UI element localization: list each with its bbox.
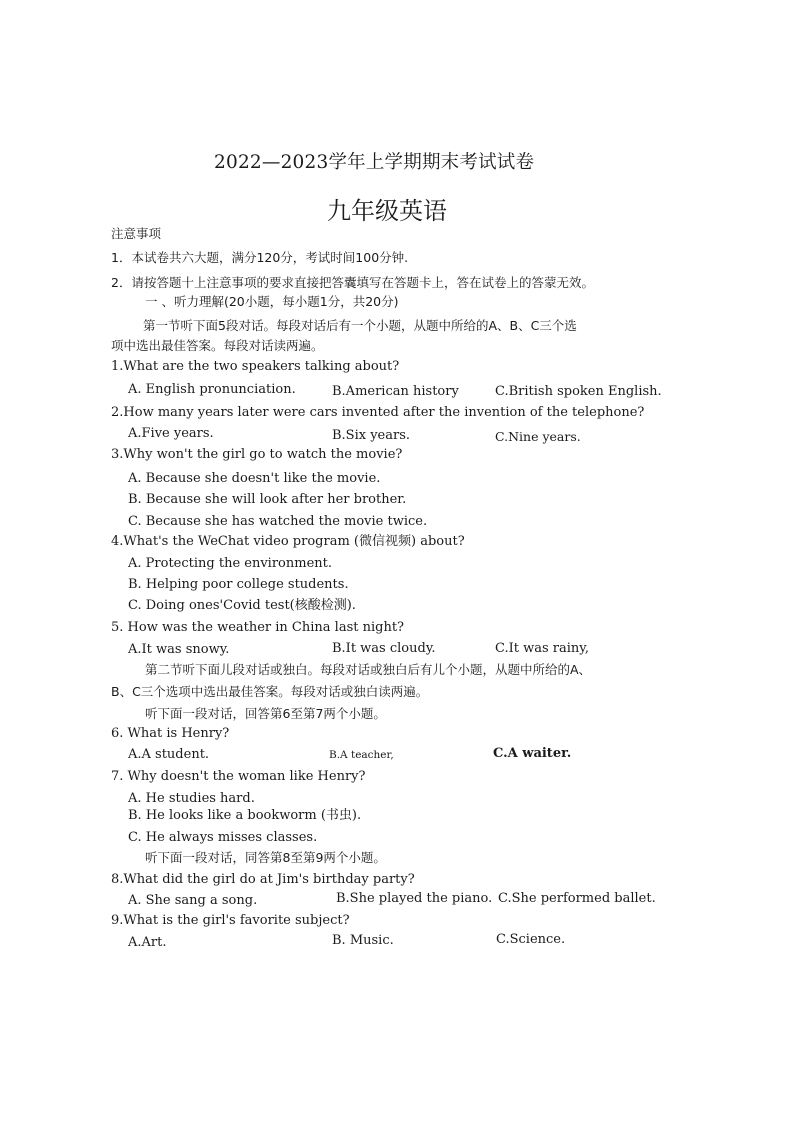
part1-instruction-line2: 项中选出最佳答案。每段对话读两遍。 bbox=[111, 338, 324, 353]
option-6a: A.A student. bbox=[128, 747, 210, 762]
option-6b: B.A teacher, bbox=[329, 749, 394, 761]
option-6c: C.A waiter. bbox=[493, 746, 572, 761]
option-7a: A. He studies hard. bbox=[128, 791, 255, 806]
question-7: 7. Why doesn't the woman like Henry? bbox=[111, 769, 366, 784]
intro-q8-9: 听下面一段对话，同答第8至第9两个小题。 bbox=[145, 850, 386, 865]
option-1a: A. English pronunciation. bbox=[128, 382, 296, 397]
part2-instruction-line1: 第二节听下面儿段对话或独白。每段对话或独白后有儿个小题，从题中所给的A、 bbox=[145, 662, 592, 677]
option-9c: C.Science. bbox=[496, 932, 566, 947]
option-3a: A. Because she doesn't like the movie. bbox=[128, 471, 381, 486]
option-8a: A. She sang a song. bbox=[128, 893, 258, 908]
notes-item-1: 1．本试卷共六大题，满分120分，考试时间100分钟. bbox=[111, 250, 409, 265]
option-9a: A.Art. bbox=[128, 935, 167, 950]
option-1b: B.American history bbox=[332, 384, 459, 399]
option-5a: A.It was snowy. bbox=[128, 642, 230, 657]
option-2c: C.Nine years. bbox=[495, 429, 581, 444]
part2-instruction-line2: B、C三个选项中选出最佳答案。每段对话或独白读两遍。 bbox=[111, 684, 429, 699]
exam-subtitle: 九年级英语 bbox=[327, 197, 447, 225]
question-3: 3.Why won't the girl go to watch the movie? bbox=[111, 447, 403, 462]
option-7b: B. He looks like a bookworm (书虫). bbox=[128, 808, 362, 823]
notes-heading: 注意事项 bbox=[111, 226, 162, 241]
option-7c: C. He always misses classes. bbox=[128, 830, 318, 845]
option-5b: B.It was cloudy. bbox=[332, 641, 436, 656]
question-9: 9.What is the girl's favorite subject? bbox=[111, 913, 350, 928]
option-4a: A. Protecting the environment. bbox=[128, 556, 333, 571]
option-1c: C.British spoken English. bbox=[495, 384, 662, 399]
part1-instruction-line1: 第一节听下面5段对话。每段对话后有一个小题，从题中所给的A、B、C三个选 bbox=[143, 318, 577, 333]
intro-q6-7: 听下面一段对话，回答第6至第7两个小题。 bbox=[145, 706, 386, 721]
question-1: 1.What are the two speakers talking about? bbox=[111, 359, 400, 374]
option-2b: B.Six years. bbox=[332, 428, 411, 443]
option-9b: B. Music. bbox=[332, 933, 394, 948]
exam-title: 2022—2023学年上学期期末考试试卷 bbox=[214, 152, 535, 173]
option-2a: A.Five years. bbox=[128, 426, 214, 441]
question-6: 6. What is Henry? bbox=[111, 726, 230, 741]
option-5c: C.It was rainy, bbox=[495, 641, 590, 656]
section1-heading: 一 、听力理解(20小题，每小题1分，共20分) bbox=[145, 294, 399, 309]
option-8c: C.She performed ballet. bbox=[498, 891, 656, 906]
option-3c: C. Because she has watched the movie twice. bbox=[128, 514, 428, 529]
question-8: 8.What did the girl do at Jim's birthday party? bbox=[111, 872, 415, 887]
notes-item-2: 2．请按答题十上注意事项的要求直接把答囊填写在答题卡上，答在试卷上的答蒙无效。 bbox=[111, 275, 594, 290]
question-5: 5. How was the weather in China last night? bbox=[111, 620, 405, 635]
question-2: 2.How many years later were cars invented after the invention of the telephone? bbox=[111, 405, 645, 420]
option-3b: B. Because she will look after her brother. bbox=[128, 492, 407, 507]
option-4c: C. Doing ones'Covid test(核酸检测). bbox=[128, 598, 356, 613]
question-4: 4.What's the WeChat video program (微信视频) about? bbox=[111, 534, 465, 549]
option-4b: B. Helping poor college students. bbox=[128, 577, 349, 592]
option-8b: B.She played the piano. bbox=[336, 891, 493, 906]
